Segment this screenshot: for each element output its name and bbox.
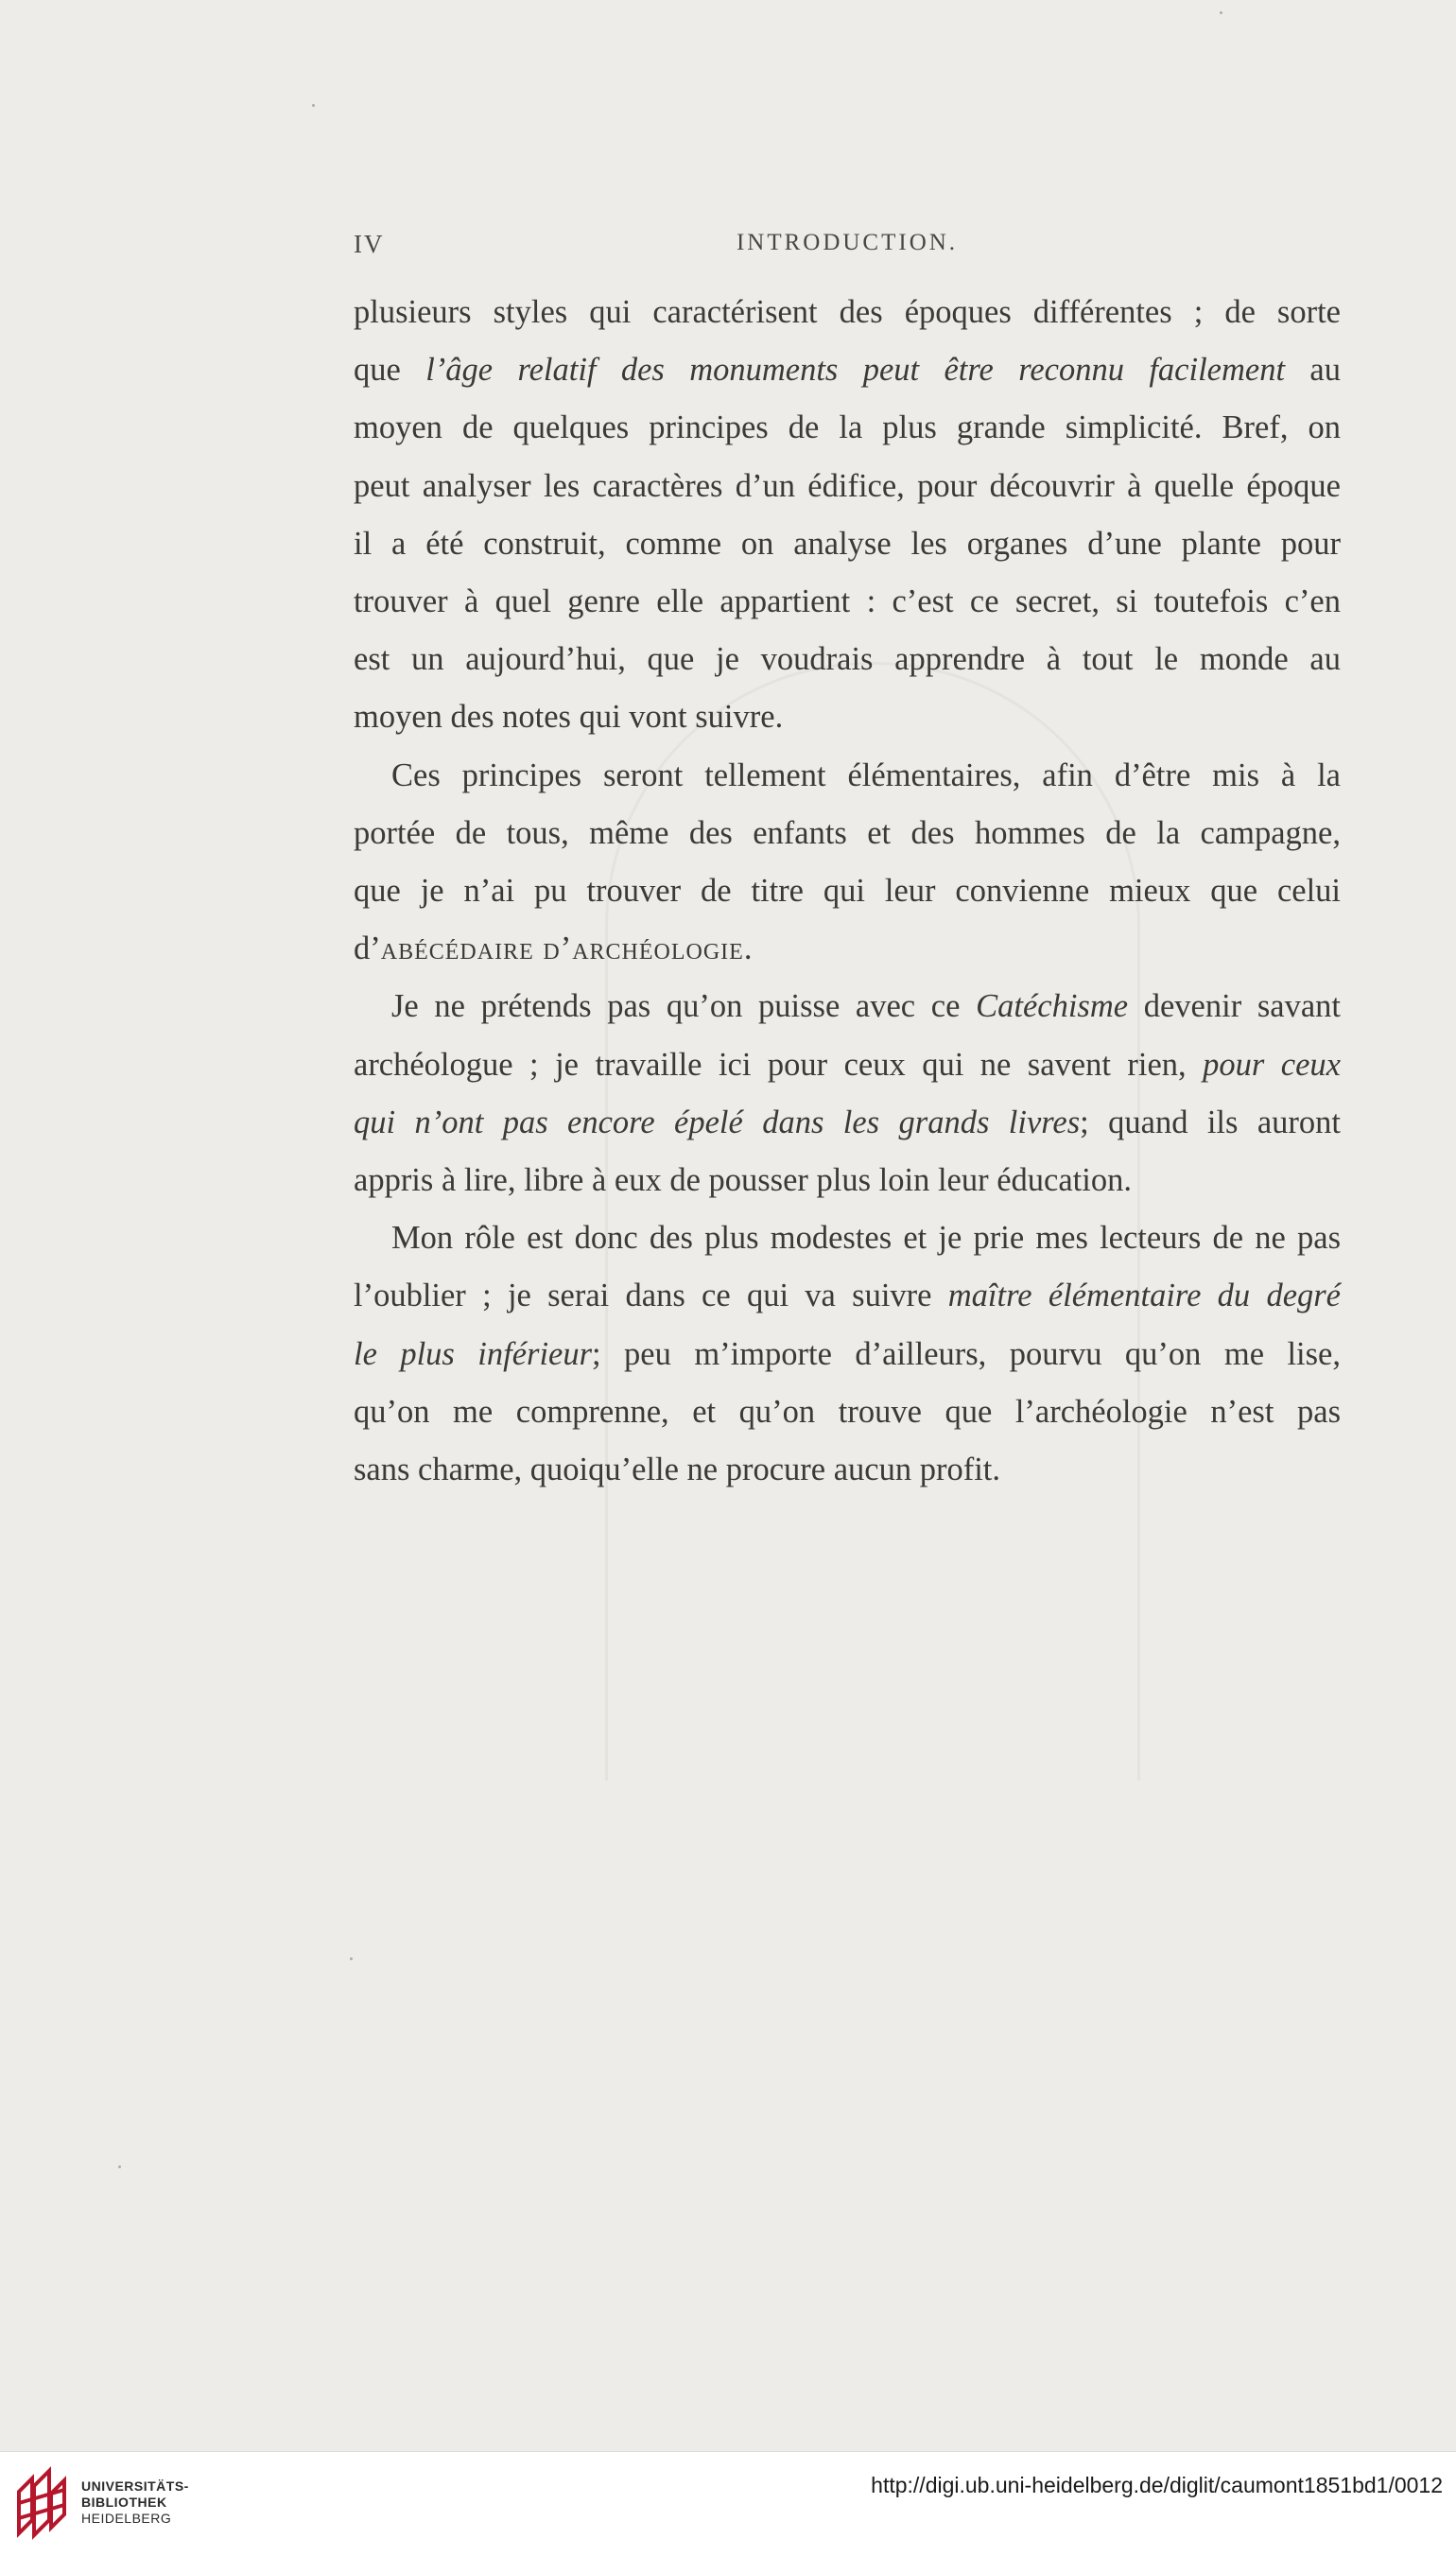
text-run: l’oublier ; je serai dans ce qui va suivre xyxy=(354,1278,948,1314)
italic-phrase: qui n’ont pas encore épelé dans les grands livres xyxy=(354,1104,1081,1140)
paragraph-1-line-6: trouver à quel genre elle appartient : c’est ce secret, si toutefois c’en xyxy=(354,583,1341,620)
text-run: ; quand ils auront xyxy=(1080,1104,1341,1140)
italic-phrase: l’âge relatif des monuments peut être reconnu facilement xyxy=(425,352,1286,389)
paragraph-4-line-1: Mon rôle est donc des plus modestes et je prie mes lecteurs de ne pas xyxy=(391,1220,1341,1257)
small-caps-title: abécédaire d’archéologie xyxy=(380,930,744,967)
paragraph-1-line-5: il a été construit, comme on analyse les organes d’une plante pour xyxy=(354,525,1341,562)
italic-word: Catéchisme xyxy=(976,988,1129,1025)
viewer-footer xyxy=(0,2451,1456,2556)
paragraph-2-line-4 xyxy=(354,920,1341,978)
paper-speck xyxy=(118,2165,121,2168)
italic-phrase: le plus inférieur xyxy=(354,1335,593,1372)
paper-speck xyxy=(350,1957,353,1960)
italic-phrase: maître élémentaire du degré xyxy=(947,1278,1341,1314)
paper-speck xyxy=(1220,11,1222,14)
text-run: Je ne prétends pas qu’on puisse avec ce xyxy=(391,988,977,1025)
paragraph-1-line-7: est un aujourd’hui, que je voudrais apprendre à tout le monde au xyxy=(354,641,1341,678)
paragraph-3-line-4: appris à lire, libre à eux de pousser plus loin leur éducation. xyxy=(354,1162,1132,1199)
paragraph-1-line-4: peut analyser les caractères d’un édifice, pour découvrir à quelle époque xyxy=(354,467,1341,504)
text-run: ; peu m’importe d’ailleurs, pourvu qu’on me lise, xyxy=(592,1335,1341,1372)
paragraph-4-line-4: qu’on me comprenne, et qu’on trouve que l’archéologie n’est pas xyxy=(354,1393,1341,1430)
institution-line: UNIVERSITÄTS- xyxy=(81,2478,189,2494)
running-head-title: INTRODUCTION. xyxy=(736,230,959,255)
italic-phrase: pour ceux xyxy=(1203,1046,1341,1083)
body-text xyxy=(354,284,1341,1499)
paragraph-1-line-8: moyen des notes qui vont suivre. xyxy=(354,699,784,736)
institution-name xyxy=(81,2478,189,2527)
paragraph-1-line-2 xyxy=(354,341,1341,399)
text-run: d’ xyxy=(354,930,381,967)
paragraph-4-line-2 xyxy=(354,1267,1341,1325)
paragraph-4-line-3 xyxy=(354,1326,1341,1383)
paragraph-2-line-2: portée de tous, même des enfants et des hommes de la campagne, xyxy=(354,814,1341,851)
text-run: archéologue ; je travaille ici pour ceux qui ne savent rien, xyxy=(354,1046,1204,1083)
paper-speck xyxy=(312,104,315,107)
institution-line: BIBLIOTHEK xyxy=(81,2495,167,2510)
paragraph-1-line-3: moyen de quelques principes de la plus grande simplicité. Bref, on xyxy=(354,409,1341,446)
institution-line: HEIDELBERG xyxy=(81,2511,172,2526)
paragraph-3-line-1 xyxy=(354,978,1341,1035)
paragraph-3-line-3 xyxy=(354,1094,1341,1152)
paragraph-1-line-1: plusieurs styles qui caractérisent des époques différentes ; de sorte xyxy=(354,294,1341,330)
paragraph-2-line-1: Ces principes seront tellement élémentaires, afin d’être mis à la xyxy=(391,756,1341,793)
running-head xyxy=(354,230,1341,268)
permalink-url[interactable]: http://digi.ub.uni-heidelberg.de/diglit/caumont1851bd1/0012 xyxy=(871,2473,1443,2497)
page-number: IV xyxy=(354,230,385,258)
text-run: que xyxy=(354,352,426,389)
text-run: devenir savant xyxy=(1128,988,1341,1025)
text-run: au xyxy=(1285,352,1341,389)
paragraph-2-line-3: que je n’ai pu trouver de titre qui leur convienne mieux que celui xyxy=(354,873,1341,910)
paragraph-3-line-2 xyxy=(354,1036,1341,1094)
text-run: . xyxy=(743,930,753,967)
paragraph-4-line-5: sans charme, quoiqu’elle ne procure aucun profit. xyxy=(354,1452,1000,1488)
university-library-logo-icon xyxy=(15,2465,68,2541)
